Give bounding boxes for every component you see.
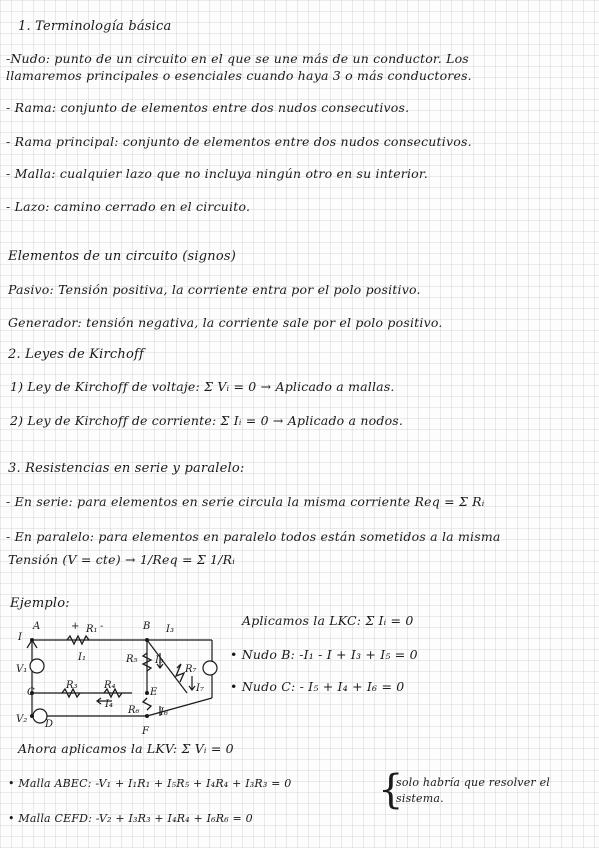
resistor-r1-label: R₁ — [86, 624, 98, 635]
malla-cefd-equation: • Malla CEFD: -V₂ + I₃R₃ + I₄R₄ + I₆R₆ = 0 — [8, 812, 253, 825]
nudo-line-2: llamaremos principales o esenciales cuando haya 3 o más conductores. — [6, 68, 472, 83]
brace-note-line-2: sistema. — [396, 792, 444, 805]
pasivo-line: Pasivo: Tensión positiva, la corriente entra por el polo positivo. — [8, 282, 421, 297]
lkv-title: Ahora aplicamos la LKV: Σ Vᵢ = 0 — [18, 741, 234, 756]
example-title: Ejemplo: — [10, 596, 70, 611]
source-v2-label: V₂ — [16, 714, 28, 725]
current-i5-label: I₅ — [155, 655, 163, 666]
nudo-b-equation: • Nudo B: -I₁ - I + I₃ + I₅ = 0 — [230, 647, 418, 662]
section1-title: 1. Terminología básica — [18, 19, 172, 34]
serie-line: - En serie: para elementos en serie circula la misma corriente Req = Σ Rᵢ — [6, 494, 485, 509]
kirchoff-current-law: 2) Ley de Kirchoff de corriente: Σ Iᵢ = 0 → Aplicado a nodos. — [10, 413, 404, 428]
lazo-definition: - Lazo: camino cerrado en el circuito. — [6, 199, 251, 214]
nudo-c-equation: • Nudo C: - I₅ + I₄ + I₆ = 0 — [230, 679, 405, 694]
node-f-label: F — [142, 726, 149, 737]
node-b-label: B — [143, 621, 151, 632]
resistor-r5-label: R₅ — [126, 654, 138, 665]
node-a-label: A — [33, 621, 41, 632]
lkc-title: Aplicamos la LKC: Σ Iᵢ = 0 — [242, 613, 414, 628]
paralelo-line-1: - En paralelo: para elementos en paralelo todos están sometidos a la misma — [6, 529, 501, 544]
malla-definition: - Malla: cualquier lazo que no incluya ningún otro en su interior. — [6, 166, 428, 181]
current-i6-label: I₆ — [160, 707, 168, 718]
current-i7-label: I₇ — [196, 683, 204, 694]
node-c-label: C — [27, 687, 35, 698]
node-e-label: E — [150, 687, 158, 698]
resistor-r3-label: R₃ — [66, 680, 78, 691]
current-i1-label: I₁ — [78, 652, 86, 663]
r1-plus-sign: + — [71, 621, 80, 632]
rama-principal-definition: - Rama principal: conjunto de elementos entre dos nudos consecutivos. — [6, 134, 472, 149]
current-i4-label: I₄ — [105, 699, 113, 710]
nudo-line-1: -Nudo: punto de un circuito en el que se une más de un conductor. Los — [6, 51, 469, 66]
signs-title: Elementos de un circuito (signos) — [8, 249, 237, 264]
node-d-label: D — [45, 719, 54, 730]
current-i-label: I — [18, 632, 22, 643]
r1-minus-sign: - — [100, 621, 104, 632]
source-v1-label: V₁ — [16, 664, 28, 675]
paralelo-line-2: Tensión (V = cte) → 1/Req = Σ 1/Rᵢ — [8, 552, 235, 567]
rama-definition: - Rama: conjunto de elementos entre dos nudos consecutivos. — [6, 100, 410, 115]
malla-abec-equation: • Malla ABEC: -V₁ + I₁R₁ + I₅R₅ + I₄R₄ + I₃R₃ = 0 — [8, 777, 292, 790]
generador-line: Generador: tensión negativa, la corriente sale por el polo positivo. — [8, 315, 443, 330]
current-i3-label: I₃ — [166, 624, 174, 635]
resistor-r4-label: R₄ — [104, 680, 116, 691]
resistor-r7-label: R₇ — [185, 664, 197, 675]
resistor-r6-label: R₆ — [128, 705, 140, 716]
brace-note-line-1: solo habría que resolver el — [396, 776, 551, 789]
section2-title: 2. Leyes de Kirchoff — [8, 347, 145, 362]
system-brace: { — [378, 767, 404, 813]
kirchoff-voltage-law: 1) Ley de Kirchoff de voltaje: Σ Vᵢ = 0 → Aplicado a mallas. — [10, 379, 395, 394]
section3-title: 3. Resistencias en serie y paralelo: — [8, 461, 245, 476]
